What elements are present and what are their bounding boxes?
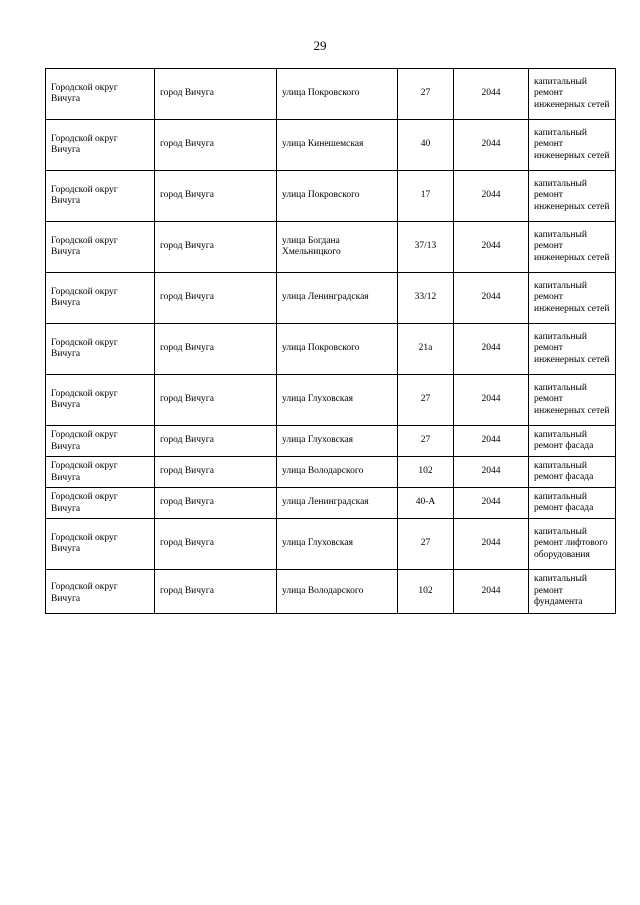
street-cell: улица Володарского xyxy=(277,457,398,488)
city-cell: город Вичуга xyxy=(155,519,277,570)
table-row xyxy=(46,426,616,457)
work-type-cell: капитальный ремонт фасада xyxy=(529,488,616,519)
okrug-cell: Городской округ Вичуга xyxy=(46,222,155,273)
city-cell: город Вичуга xyxy=(155,570,277,614)
house-cell: 102 xyxy=(398,570,454,614)
house-cell: 40 xyxy=(398,120,454,171)
work-type-cell: капитальный ремонт инженерных сетей xyxy=(529,222,616,273)
table-row xyxy=(46,69,616,120)
house-cell: 27 xyxy=(398,519,454,570)
street-cell: улица Покровского xyxy=(277,69,398,120)
year-cell: 2044 xyxy=(454,222,529,273)
year-cell: 2044 xyxy=(454,570,529,614)
house-cell: 27 xyxy=(398,69,454,120)
okrug-cell: Городской округ Вичуга xyxy=(46,519,155,570)
okrug-cell: Городской округ Вичуга xyxy=(46,120,155,171)
work-type-cell: капитальный ремонт инженерных сетей xyxy=(529,171,616,222)
work-type-cell: капитальный ремонт инженерных сетей xyxy=(529,273,616,324)
house-cell: 40-А xyxy=(398,488,454,519)
work-type-cell: капитальный ремонт фундамента xyxy=(529,570,616,614)
year-cell: 2044 xyxy=(454,375,529,426)
street-cell: улица Глуховская xyxy=(277,426,398,457)
city-cell: город Вичуга xyxy=(155,222,277,273)
street-cell: улица Володарского xyxy=(277,570,398,614)
work-type-cell: капитальный ремонт инженерных сетей xyxy=(529,324,616,375)
okrug-cell: Городской округ Вичуга xyxy=(46,426,155,457)
house-cell: 102 xyxy=(398,457,454,488)
street-cell: улица Покровского xyxy=(277,171,398,222)
table-row xyxy=(46,171,616,222)
year-cell: 2044 xyxy=(454,69,529,120)
page-number: 29 xyxy=(313,38,327,53)
house-cell: 21а xyxy=(398,324,454,375)
year-cell: 2044 xyxy=(454,171,529,222)
city-cell: город Вичуга xyxy=(155,457,277,488)
okrug-cell: Городской округ Вичуга xyxy=(46,488,155,519)
house-cell: 33/12 xyxy=(398,273,454,324)
street-cell: улица Глуховская xyxy=(277,375,398,426)
okrug-cell: Городской округ Вичуга xyxy=(46,324,155,375)
street-cell: улица Богдана Хмельницкого xyxy=(277,222,398,273)
table-row xyxy=(46,375,616,426)
table-row xyxy=(46,324,616,375)
year-cell: 2044 xyxy=(454,457,529,488)
repair-schedule-table xyxy=(45,68,616,614)
okrug-cell: Городской округ Вичуга xyxy=(46,273,155,324)
table-row xyxy=(46,457,616,488)
city-cell: город Вичуга xyxy=(155,69,277,120)
year-cell: 2044 xyxy=(454,324,529,375)
work-type-cell: капитальный ремонт фасада xyxy=(529,457,616,488)
year-cell: 2044 xyxy=(454,519,529,570)
table-row xyxy=(46,570,616,614)
house-cell: 17 xyxy=(398,171,454,222)
city-cell: город Вичуга xyxy=(155,324,277,375)
year-cell: 2044 xyxy=(454,273,529,324)
table-row xyxy=(46,120,616,171)
city-cell: город Вичуга xyxy=(155,171,277,222)
street-cell: улица Покровского xyxy=(277,324,398,375)
street-cell: улица Ленинградская xyxy=(277,273,398,324)
work-type-cell: капитальный ремонт инженерных сетей xyxy=(529,120,616,171)
table-row xyxy=(46,488,616,519)
city-cell: город Вичуга xyxy=(155,120,277,171)
house-cell: 27 xyxy=(398,426,454,457)
house-cell: 27 xyxy=(398,375,454,426)
year-cell: 2044 xyxy=(454,488,529,519)
work-type-cell: капитальный ремонт инженерных сетей xyxy=(529,69,616,120)
work-type-cell: капитальный ремонт фасада xyxy=(529,426,616,457)
work-type-cell: капитальный ремонт инженерных сетей xyxy=(529,375,616,426)
okrug-cell: Городской округ Вичуга xyxy=(46,69,155,120)
street-cell: улица Глуховская xyxy=(277,519,398,570)
table-body xyxy=(46,69,616,614)
city-cell: город Вичуга xyxy=(155,426,277,457)
okrug-cell: Городской округ Вичуга xyxy=(46,375,155,426)
street-cell: улица Кинешемская xyxy=(277,120,398,171)
year-cell: 2044 xyxy=(454,426,529,457)
okrug-cell: Городской округ Вичуга xyxy=(46,570,155,614)
work-type-cell: капитальный ремонт лифтового оборудования xyxy=(529,519,616,570)
street-cell: улица Ленинградская xyxy=(277,488,398,519)
house-cell: 37/13 xyxy=(398,222,454,273)
city-cell: город Вичуга xyxy=(155,488,277,519)
table-row xyxy=(46,519,616,570)
city-cell: город Вичуга xyxy=(155,375,277,426)
city-cell: город Вичуга xyxy=(155,273,277,324)
year-cell: 2044 xyxy=(454,120,529,171)
table-row xyxy=(46,222,616,273)
okrug-cell: Городской округ Вичуга xyxy=(46,171,155,222)
table-row xyxy=(46,273,616,324)
okrug-cell: Городской округ Вичуга xyxy=(46,457,155,488)
